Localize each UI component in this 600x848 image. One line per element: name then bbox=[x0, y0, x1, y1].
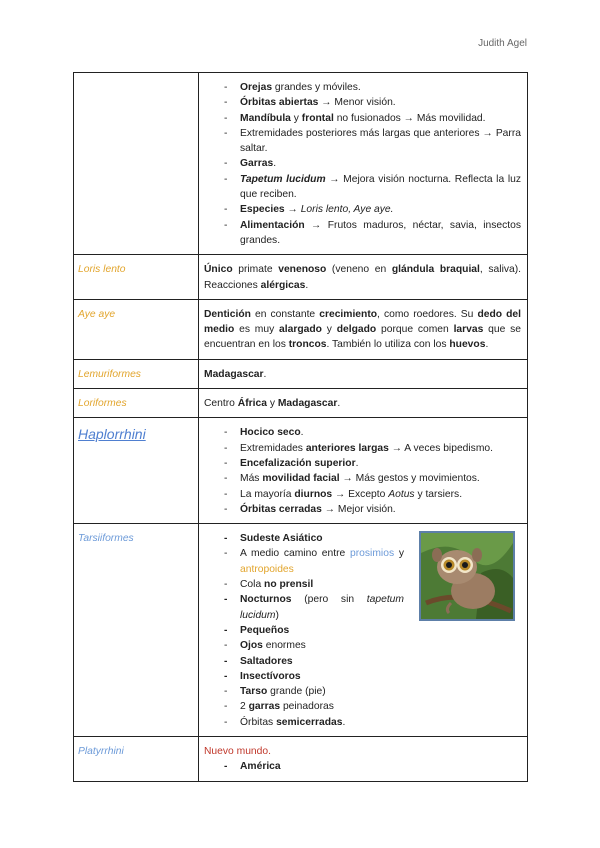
bullet-dash: - bbox=[224, 686, 228, 698]
bullet-dash: - bbox=[224, 640, 228, 652]
list-item bbox=[204, 669, 404, 684]
text-run: Alimentación bbox=[240, 219, 305, 231]
text-run: América bbox=[240, 761, 281, 773]
bullet-dash: - bbox=[224, 158, 228, 170]
text-run: delgado bbox=[336, 324, 377, 336]
text-run: huevos bbox=[449, 339, 486, 351]
list-item bbox=[204, 592, 404, 623]
text-run: frontal bbox=[301, 112, 334, 124]
row-text bbox=[204, 396, 521, 411]
text-run: anteriores largas bbox=[305, 442, 389, 454]
table-row bbox=[74, 736, 528, 781]
list-item bbox=[204, 111, 521, 126]
row-label-loriformes: Loriformes bbox=[78, 398, 127, 410]
list-item bbox=[204, 95, 521, 110]
text-run: África bbox=[237, 398, 267, 410]
row-content bbox=[199, 736, 528, 781]
text-run: Aotus bbox=[388, 488, 415, 500]
row-label-cell bbox=[74, 255, 199, 300]
text-run: Nocturnos bbox=[240, 594, 292, 606]
list-item bbox=[204, 456, 521, 471]
text-run: Orejas bbox=[240, 82, 273, 93]
list-item bbox=[204, 126, 521, 157]
text-run: alérgicas bbox=[260, 279, 306, 291]
text-run: no fusionados → Más movilidad. bbox=[333, 112, 486, 124]
feature-list bbox=[204, 531, 404, 730]
row-text bbox=[204, 307, 521, 353]
row-content bbox=[199, 389, 528, 418]
list-item bbox=[204, 471, 521, 486]
text-run: . bbox=[273, 158, 277, 170]
bullet-dash: - bbox=[224, 457, 228, 469]
text-run: (veneno en bbox=[326, 264, 392, 276]
row-label-loris-lento: Loris lento bbox=[78, 264, 126, 276]
text-run: primate bbox=[232, 264, 279, 276]
text-run: glándula braquial bbox=[391, 264, 480, 276]
list-item bbox=[204, 623, 404, 638]
text-run: prosimios bbox=[350, 548, 395, 560]
text-run: crecimiento bbox=[319, 308, 378, 320]
text-run: Sudeste Asiático bbox=[240, 533, 323, 545]
text-run: es muy bbox=[234, 324, 280, 336]
bullet-dash: - bbox=[224, 670, 228, 682]
text-run: y tarsiers. bbox=[414, 488, 463, 500]
text-run: Madagascar bbox=[277, 398, 338, 410]
table-row bbox=[74, 73, 528, 255]
row-label-empty bbox=[74, 73, 199, 255]
list-item bbox=[204, 218, 521, 249]
row-label-tarsiiformes: Tarsiiformes bbox=[78, 533, 134, 545]
text-run: → Menor visión. bbox=[318, 97, 396, 109]
text-run: (pero sin bbox=[291, 594, 367, 606]
bullet-dash: - bbox=[224, 548, 228, 560]
text-run: . bbox=[342, 716, 346, 728]
text-run: 2 bbox=[240, 701, 249, 713]
row-label-cell bbox=[74, 524, 199, 737]
text-run: semicerradas bbox=[276, 716, 343, 728]
text-run: tapetum lucidum bbox=[240, 594, 404, 621]
text-run: , saliva). Reacciones bbox=[204, 264, 522, 291]
list-item bbox=[204, 172, 521, 203]
list-item bbox=[204, 531, 404, 546]
text-run: larvas bbox=[453, 324, 484, 336]
text-run: A medio camino entre bbox=[240, 548, 351, 560]
text-run: → bbox=[284, 204, 301, 216]
bullet-dash: - bbox=[224, 716, 228, 728]
text-run: Órbitas bbox=[240, 716, 277, 728]
text-run: en constante bbox=[250, 308, 320, 320]
table-row bbox=[74, 255, 528, 300]
list-item bbox=[204, 425, 521, 440]
bullet-dash: - bbox=[224, 97, 228, 109]
text-run: → Mejora visión nocturna. Reflecta la luz que reciben. bbox=[240, 173, 521, 201]
text-run: antropoides bbox=[240, 563, 294, 575]
text-run: Cola bbox=[240, 579, 265, 591]
list-item bbox=[204, 441, 521, 456]
text-run: Más bbox=[240, 473, 263, 485]
text-run: Insectívoros bbox=[240, 670, 301, 682]
text-run: grandes y móviles. bbox=[272, 82, 361, 93]
text-run: y bbox=[394, 548, 404, 560]
list-item bbox=[204, 684, 404, 699]
text-run: enormes bbox=[262, 640, 306, 652]
row-label-aye-aye: Aye aye bbox=[78, 308, 116, 320]
bullet-dash: - bbox=[224, 112, 228, 124]
list-item bbox=[204, 156, 521, 171]
bullet-dash: - bbox=[224, 173, 228, 185]
bullet-dash: - bbox=[224, 579, 228, 591]
text-run: Extremidades posteriores más largas que anteriores → Parra saltar. bbox=[240, 127, 521, 155]
row-content bbox=[199, 73, 528, 255]
notes-table bbox=[73, 72, 528, 782]
text-run: mundo. bbox=[233, 745, 271, 757]
text-run: dedo del medio bbox=[204, 308, 521, 336]
table-row bbox=[74, 299, 528, 359]
text-run: y bbox=[266, 398, 278, 410]
text-run: , como roedores. Su bbox=[377, 308, 478, 320]
text-run: Órbitas abiertas bbox=[240, 97, 319, 109]
text-run: Tarso bbox=[240, 686, 268, 698]
row-label-haplorrhini-link[interactable]: Haplorrhini bbox=[78, 426, 146, 443]
bullet-dash: - bbox=[224, 701, 228, 713]
text-run: . También lo utiliza con los bbox=[326, 339, 450, 351]
row-label-lemuriformes: Lemuriformes bbox=[78, 368, 141, 380]
text-run: . bbox=[305, 279, 309, 291]
feature-list bbox=[204, 759, 521, 774]
text-run: y bbox=[290, 112, 302, 124]
feature-list bbox=[204, 425, 521, 517]
text-run: Extremidades bbox=[240, 442, 306, 454]
tarsier-section bbox=[204, 531, 521, 730]
text-run: que se encuentran en los bbox=[204, 324, 521, 351]
text-run: Único bbox=[204, 264, 233, 276]
row-label-cell bbox=[74, 418, 199, 524]
text-run: → Mejor visión. bbox=[321, 503, 396, 515]
text-run: . bbox=[485, 339, 489, 351]
bullet-dash: - bbox=[224, 533, 228, 545]
bullet-dash: - bbox=[224, 594, 228, 606]
bullet-dash: - bbox=[224, 473, 228, 485]
bullet-dash: - bbox=[224, 761, 228, 773]
row-label-platyrrhini: Platyrrhini bbox=[78, 745, 124, 757]
bullet-dash: - bbox=[224, 655, 228, 667]
text-run: → Excepto bbox=[332, 488, 389, 500]
list-item bbox=[204, 546, 404, 577]
text-run: → Frutos maduros, néctar, savia, insectos grandes. bbox=[240, 219, 521, 246]
text-run: Nuevo bbox=[204, 745, 234, 757]
text-run: Pequeños bbox=[240, 624, 290, 636]
list-item bbox=[204, 638, 404, 653]
text-run: venenoso bbox=[278, 264, 327, 276]
list-item bbox=[204, 487, 521, 502]
bullet-dash: - bbox=[224, 427, 228, 439]
text-run: Garras bbox=[240, 158, 274, 170]
text-run: Encefalización superior bbox=[240, 457, 356, 469]
text-run: . bbox=[337, 398, 341, 410]
row-label-cell bbox=[74, 299, 199, 359]
feature-list bbox=[204, 80, 521, 248]
text-run: Centro bbox=[204, 398, 238, 410]
table-row bbox=[74, 418, 528, 524]
text-run: garras bbox=[248, 701, 281, 713]
text-run: grande (pie) bbox=[267, 686, 326, 698]
text-run: movilidad facial bbox=[262, 473, 340, 485]
list-item bbox=[204, 202, 521, 217]
text-run: porque comen bbox=[376, 324, 454, 336]
text-run: Tapetum lucidum bbox=[240, 173, 326, 185]
row-content bbox=[199, 359, 528, 388]
row-content bbox=[199, 299, 528, 359]
row-text bbox=[204, 262, 521, 293]
text-run: Especies bbox=[240, 204, 285, 216]
list-item bbox=[204, 502, 521, 517]
text-run: → Más gestos y movimientos. bbox=[339, 473, 480, 485]
bullet-dash: - bbox=[224, 624, 228, 636]
row-content bbox=[199, 255, 528, 300]
list-item bbox=[204, 715, 404, 730]
bullet-dash: - bbox=[224, 442, 228, 454]
text-run: Dentición bbox=[204, 308, 251, 320]
text-run: Loris lento, Aye aye. bbox=[300, 204, 394, 216]
text-run: Saltadores bbox=[240, 655, 293, 667]
list-item bbox=[204, 759, 521, 774]
bullet-dash: - bbox=[224, 127, 228, 139]
text-run: ) bbox=[275, 609, 279, 621]
page-header-author: Judith Agel bbox=[478, 38, 527, 49]
row-label-cell bbox=[74, 736, 199, 781]
text-run: . bbox=[355, 457, 359, 469]
list-item bbox=[204, 577, 404, 592]
text-run: La mayoría bbox=[240, 488, 295, 500]
text-run: Mandíbula bbox=[240, 112, 291, 124]
row-text bbox=[204, 367, 521, 382]
text-run: Órbitas cerradas bbox=[240, 503, 322, 515]
row-content bbox=[199, 418, 528, 524]
row-content bbox=[199, 524, 528, 737]
list-item bbox=[204, 699, 404, 714]
table-row bbox=[74, 389, 528, 418]
text-run: Madagascar bbox=[204, 368, 264, 380]
text-run: Hocico seco bbox=[240, 427, 301, 439]
text-run: no prensil bbox=[264, 579, 314, 591]
text-run: → A veces bipedismo. bbox=[388, 442, 493, 454]
row-text bbox=[204, 744, 521, 759]
row-label-cell bbox=[74, 359, 199, 388]
bullet-dash: - bbox=[224, 503, 228, 515]
list-item bbox=[204, 80, 521, 95]
row-label-cell bbox=[74, 389, 199, 418]
bullet-dash: - bbox=[224, 219, 228, 231]
text-run: troncos bbox=[288, 339, 327, 351]
text-run: diurnos bbox=[294, 488, 333, 500]
list-item bbox=[204, 654, 404, 669]
table-row bbox=[74, 524, 528, 737]
tarsier-photo bbox=[419, 531, 515, 621]
text-run: Ojos bbox=[240, 640, 263, 652]
text-run: alargado bbox=[279, 324, 322, 336]
text-run: . bbox=[300, 427, 304, 439]
tarsier-illustration bbox=[421, 533, 513, 619]
text-run: peinadoras bbox=[280, 701, 334, 713]
table-row bbox=[74, 359, 528, 388]
bullet-dash: - bbox=[224, 488, 228, 500]
text-run: y bbox=[321, 324, 337, 336]
text-run: . bbox=[263, 368, 267, 380]
bullet-dash: - bbox=[224, 82, 228, 93]
bullet-dash: - bbox=[224, 204, 228, 216]
